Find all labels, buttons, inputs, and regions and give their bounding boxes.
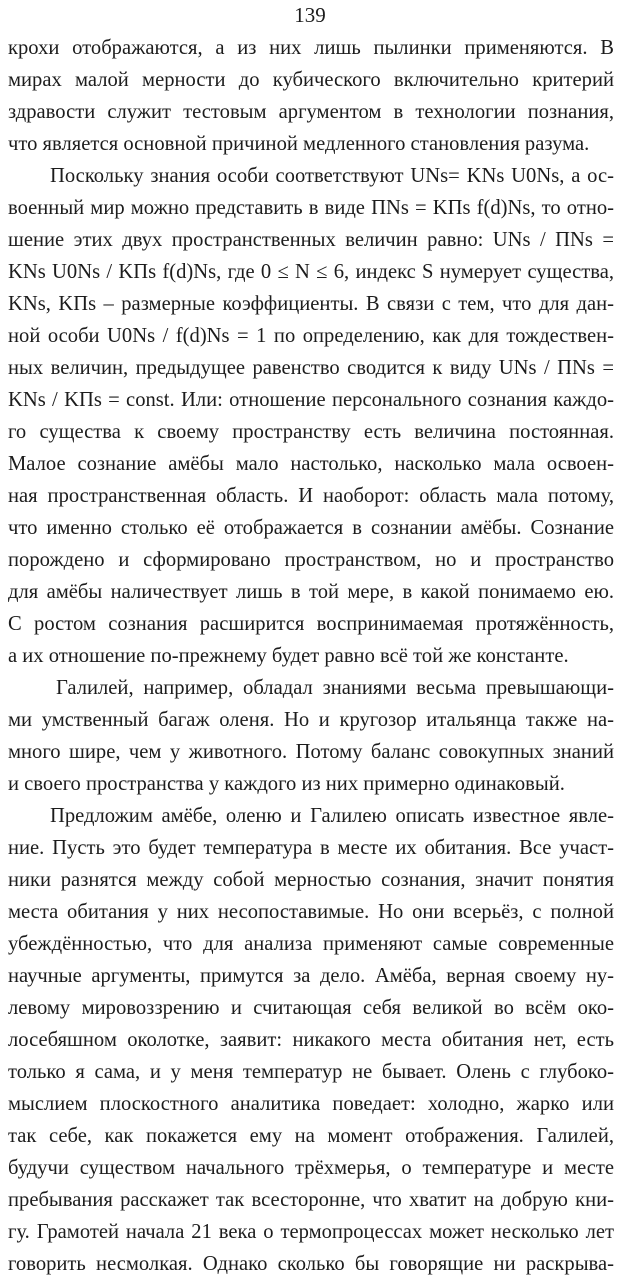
text-line: для амёбы наличествует лишь в той мере, в какой понимаемо ею.	[8, 581, 614, 603]
text-line: и своего пространства у каждого из них примерно одинаковый.	[8, 773, 565, 795]
text-line: ной особи U0Ns / f(d)Ns = 1 по определению, как для тождествен-	[8, 325, 614, 347]
text-line: С ростом сознания расширится воспринимаемая протяжённость,	[8, 613, 614, 635]
text-line: пребывания расскажет так всесторонне, что хватит на добрую кни-	[8, 1189, 614, 1211]
text-line: крохи отображаются, а из них лишь пылинки применяются. В	[8, 37, 614, 59]
text-line: что именно столько её отображается в сознании амёбы. Сознание	[8, 517, 614, 539]
text-line: ных величин, предыдущее равенство сводится к виду UNs / ПNs =	[8, 357, 614, 379]
text-line: Поскольку знания особи соответствуют UNs= KNs U0Ns, а ос-	[50, 165, 614, 187]
text-line: что является основной причиной медленного становления разума.	[8, 133, 590, 155]
text-line: а их отношение по-прежнему будет равно всё той же константе.	[8, 645, 569, 667]
text-line: KNs / KПs = const. Или: отношение персонального сознания каждо-	[8, 389, 614, 411]
text-line: военный мир можно представить в виде ПNs = KПs f(d)Ns, то отно-	[8, 197, 614, 219]
text-line: ная пространственная область. И наоборот: область мала потому,	[8, 485, 614, 507]
text-line: порождено и сформировано пространством, но и пространство	[8, 549, 614, 571]
text-line: говорить несмолкая. Однако сколько бы говорящие ни раскрыва-	[8, 1253, 614, 1275]
text-line: го существа к своему пространству есть величина постоянная.	[8, 421, 614, 443]
text-line: много шире, чем у животного. Потому баланс совокупных знаний	[8, 741, 614, 763]
text-line: левому мировоззрению и считающая себя великой во всём око-	[8, 997, 614, 1019]
text-line: KNs U0Ns / KПs f(d)Ns, где 0 ≤ N ≤ 6, индекс S нумерует существа,	[8, 261, 614, 283]
text-line: только я сама, и у меня температур не бывает. Олень с глубоко-	[8, 1061, 614, 1083]
text-line: будучи существом начального трёхмерья, о температуре и месте	[8, 1157, 614, 1179]
text-line: так себе, как покажется ему на момент отображения. Галилей,	[8, 1125, 614, 1147]
text-line: ми умственный багаж оленя. Но и кругозор итальянца также на-	[8, 709, 614, 731]
text-line: Предложим амёбе, оленю и Галилею описать известное явле-	[50, 805, 614, 827]
page-number: 139	[294, 3, 326, 27]
text-line: научные аргументы, примутся за дело. Амёба, верная своему ну-	[8, 965, 614, 987]
text-line: шение этих двух пространственных величин равно: UNs / ПNs =	[8, 229, 614, 251]
text-line: KNs, KПs – размерные коэффициенты. В связи с тем, что для дан-	[8, 293, 614, 315]
text-line: Галилей, например, обладал знаниями весьма превышающи-	[56, 677, 614, 699]
text-line: мирах малой мерности до кубического включительно критерий	[8, 69, 614, 91]
text-line: ники разнятся между собой мерностью сознания, значит понятия	[8, 869, 614, 891]
text-line: убеждённостью, что для анализа применяют самые современные	[8, 933, 614, 955]
text-line: Малое сознание амёбы мало настолько, насколько мала освоен-	[8, 453, 614, 475]
text-line: лосебяшном околотке, заявит: никакого места обитания нет, есть	[8, 1029, 614, 1051]
body-text	[8, 32, 614, 1280]
text-line: мыслием плоскостного аналитика поведает: холодно, жарко или	[8, 1093, 614, 1115]
text-line: здравости служит тестовым аргументом в технологии познания,	[8, 101, 614, 123]
text-line: гу. Грамотей начала 21 века о термопроцессах может несколько лет	[8, 1221, 614, 1243]
text-line: ние. Пусть это будет температура в месте их обитания. Все участ-	[8, 837, 614, 859]
text-line: места обитания у них несопоставимые. Но они всерьёз, с полной	[8, 901, 614, 923]
